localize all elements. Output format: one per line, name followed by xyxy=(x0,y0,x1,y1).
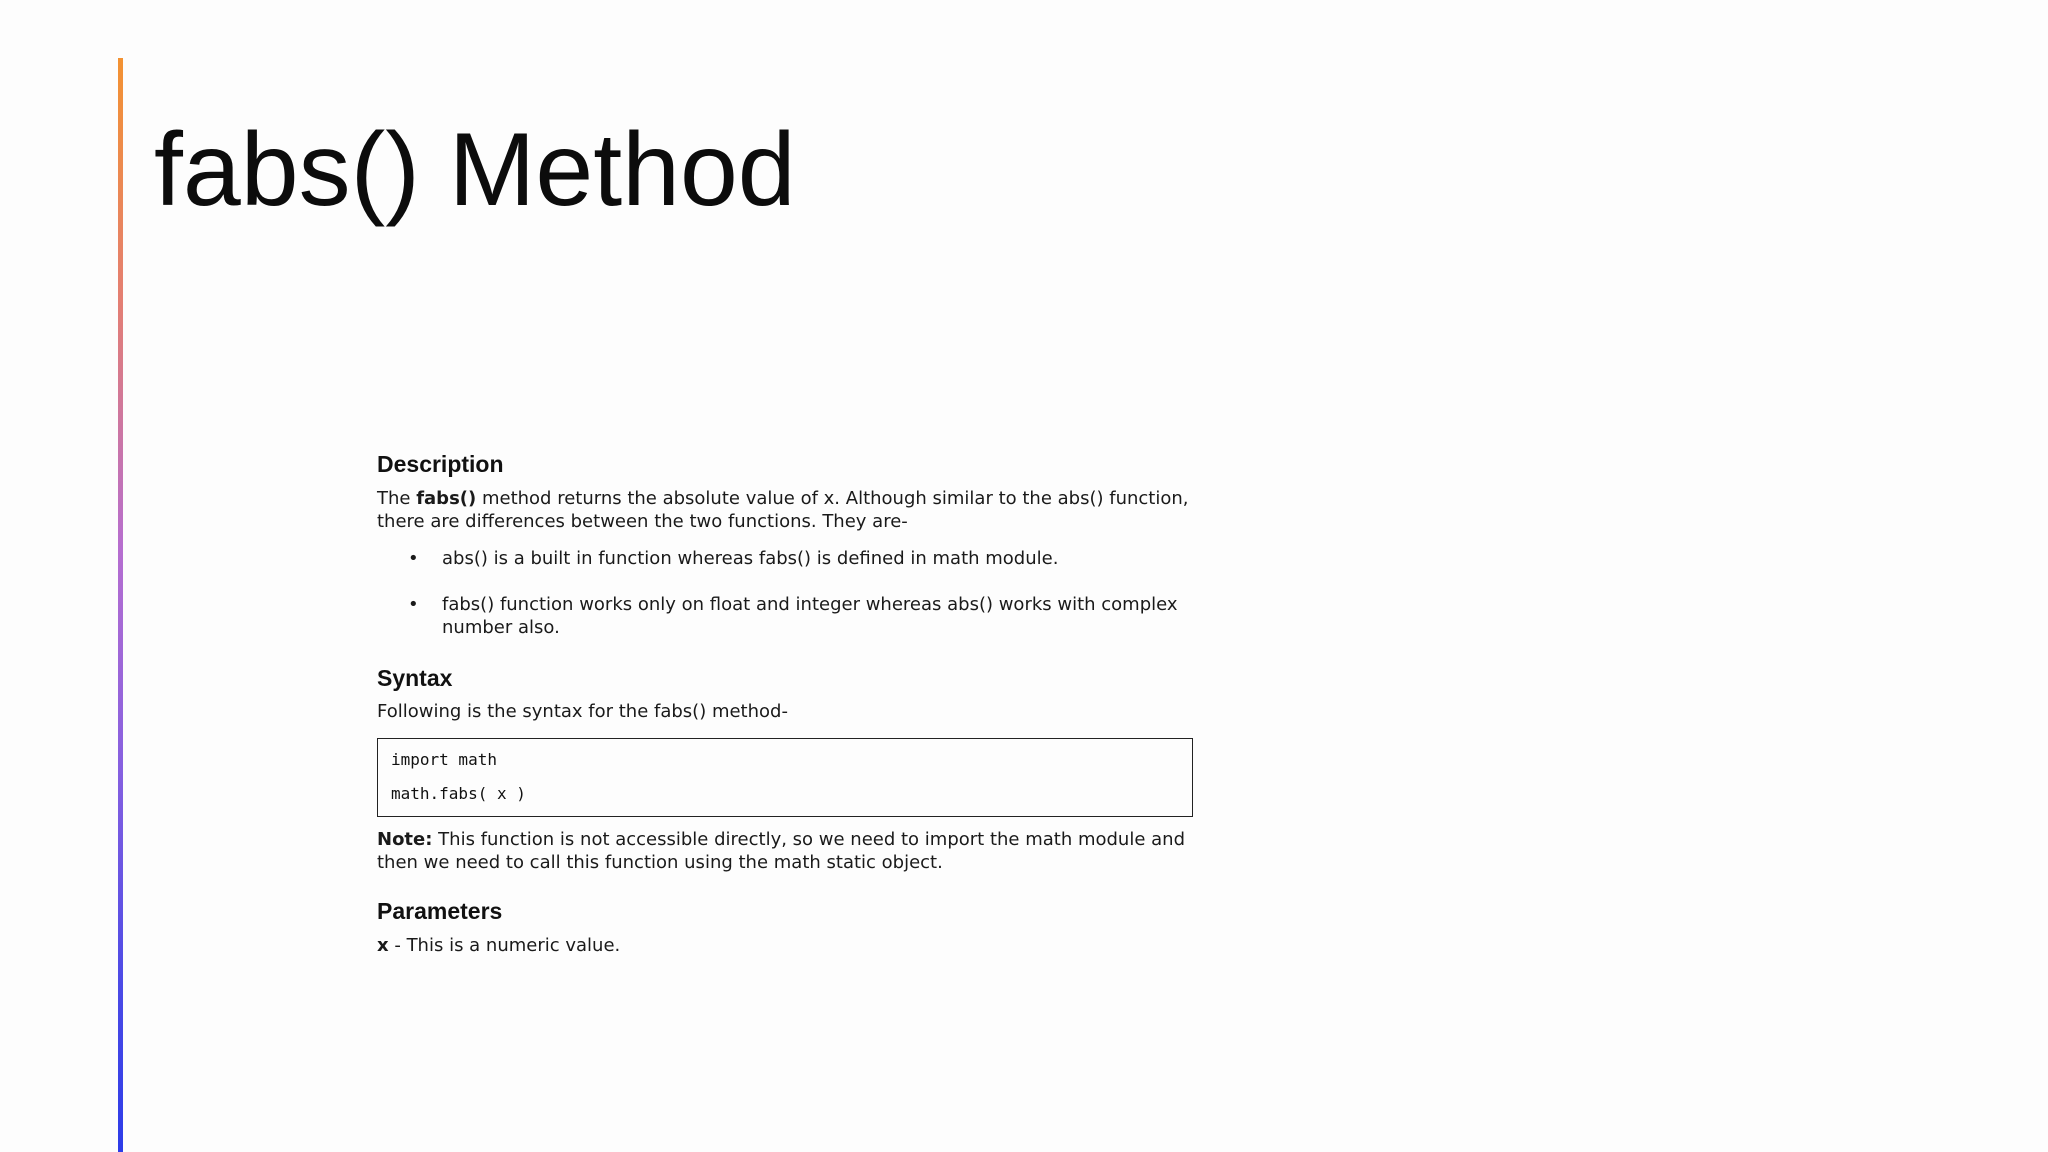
note-line2: then we need to call this function using the math static object. xyxy=(377,852,943,873)
list-item xyxy=(377,547,1197,570)
code-block xyxy=(377,738,1193,817)
description-intro-pre: The xyxy=(377,488,417,509)
differences-list xyxy=(377,547,1197,639)
bullet-icon: • xyxy=(408,594,419,615)
list-item xyxy=(377,593,1197,639)
documentation-excerpt xyxy=(377,450,1197,957)
parameter-name: x xyxy=(377,935,389,956)
syntax-intro: Following is the syntax for the fabs() method- xyxy=(377,701,788,722)
list-item-line2: number also. xyxy=(442,617,560,638)
accent-bar xyxy=(118,58,123,1152)
description-intro-post: method returns the absolute value of x. Although similar to the abs() function, xyxy=(476,488,1189,509)
note-line1: This function is not accessible directly, so we need to import the math module and xyxy=(432,829,1185,850)
syntax-heading: Syntax xyxy=(377,665,453,691)
parameters-heading: Parameters xyxy=(377,898,503,924)
note-label: Note: xyxy=(377,829,433,850)
parameter-line xyxy=(377,934,1197,957)
slide-title: fabs() Method xyxy=(154,112,796,228)
description-heading: Description xyxy=(377,451,504,477)
parameter-description: - This is a numeric value. xyxy=(388,935,621,956)
bullet-icon: • xyxy=(408,548,419,569)
list-item-line1: abs() is a built in function whereas fabs() is defined in math module. xyxy=(442,548,1059,569)
list-item-line1: fabs() function works only on float and integer whereas abs() works with complex xyxy=(442,594,1178,615)
note-paragraph xyxy=(377,828,1197,874)
description-intro-line2: there are differences between the two functions. They are- xyxy=(377,511,908,532)
description-paragraph xyxy=(377,487,1197,533)
code-line: math.fabs( x ) xyxy=(391,784,526,803)
description-intro-bold: fabs() xyxy=(416,488,477,509)
code-line: import math xyxy=(391,750,497,769)
